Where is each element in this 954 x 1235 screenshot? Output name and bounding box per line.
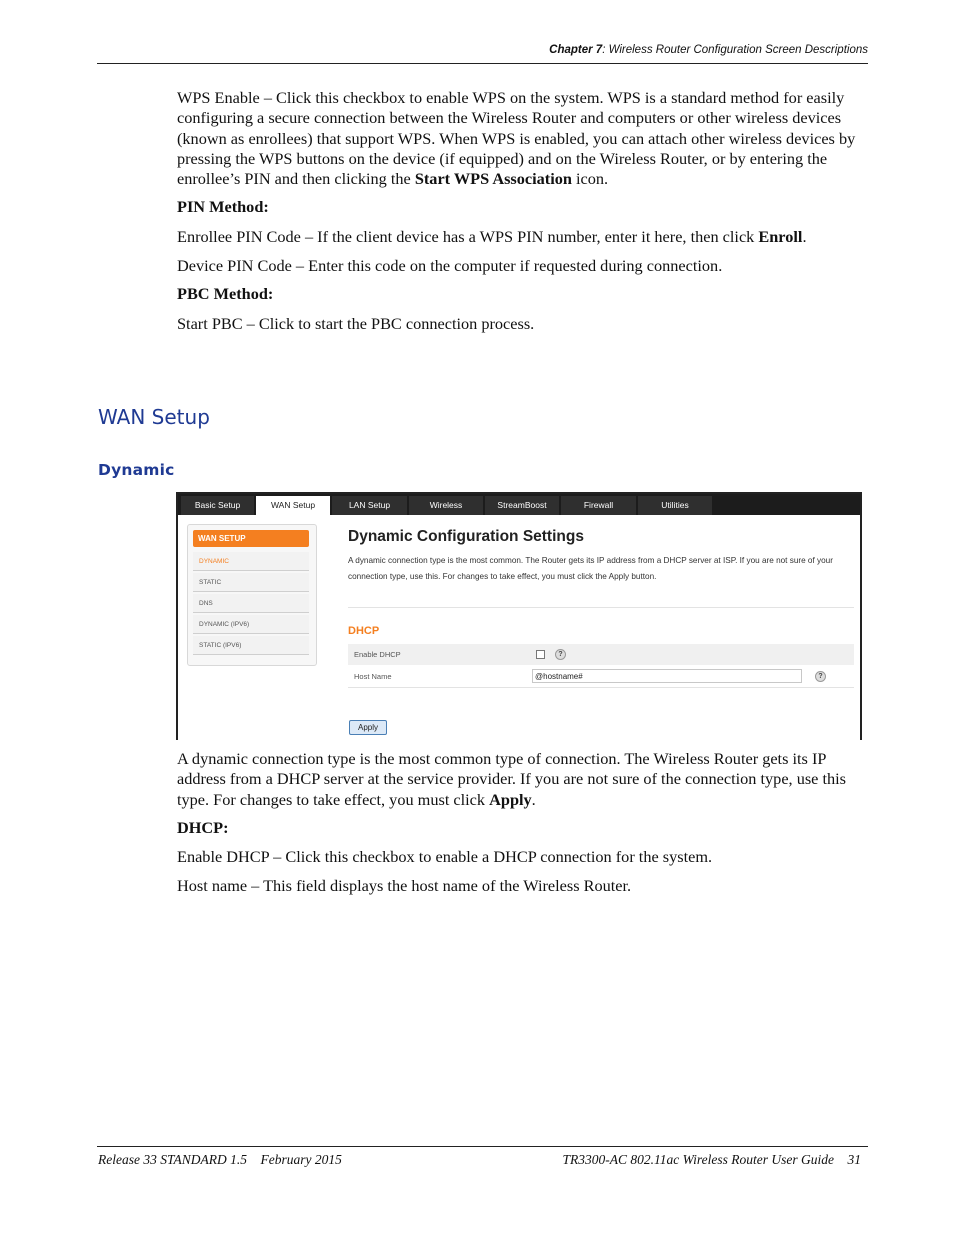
tab-streamboost[interactable]: StreamBoost (485, 496, 559, 515)
start-pbc-paragraph: Start PBC – Click to start the PBC connection process. (177, 313, 535, 333)
footer-left: Release 33 STANDARD 1.5 February 2015 (98, 1152, 342, 1167)
start-wps-bold: Start WPS Association (414, 169, 572, 189)
page-header (97, 44, 868, 64)
tab-basic-setup[interactable]: Basic Setup (181, 496, 254, 515)
host-name-paragraph: Host name – This field displays the host name of the Wireless Router. (177, 876, 632, 896)
enrollee-text: Enrollee PIN Code – If the client device has a WPS PIN number, enter it here, then click (177, 226, 759, 246)
enrollee-end: . (802, 226, 807, 246)
tab-utilities[interactable]: Utilities (638, 496, 712, 515)
tab-wan-setup[interactable]: WAN Setup (256, 496, 330, 515)
wps-enable-text: WPS Enable – Click this checkbox to enable WPS on the system. WPS is a standard method for easily configuring a secure connection between the Wireless Router and computers or other wireless devices (known as enrollees) that support WPS. When WPS is enabled, you can attach other wireless devices by pressing the WPS buttons on the device (if equipped) and on the Wireless Router, or by entering the enrollee’s PIN and then clicking the (177, 88, 856, 189)
sidebar-item-static-ipv6[interactable]: STATIC (IPV6) (193, 636, 309, 655)
enable-dhcp-checkbox[interactable] (536, 650, 545, 659)
subsection-heading: Dynamic (98, 461, 175, 479)
section-heading: WAN Setup (98, 405, 210, 429)
chapter-label: Chapter 7 (549, 44, 603, 56)
dhcp-section-title: DHCP (348, 625, 380, 637)
sidebar-item-dynamic-ipv6[interactable]: DYNAMIC (IPV6) (193, 615, 309, 634)
wps-enable-paragraph (177, 88, 867, 189)
enroll-bold: Enroll (758, 226, 803, 246)
dynamic-paragraph (177, 749, 867, 810)
help-icon[interactable]: ? (815, 671, 826, 682)
apply-bold: Apply (489, 789, 532, 809)
host-name-input[interactable]: @hostname# (532, 669, 802, 683)
tab-bar (178, 494, 860, 515)
content-description: A dynamic connection type is the most common. The Router gets its IP address from a DHCP server at ISP. If you are not sure of your connection type, use this. For changes to take effect, you must click the Apply button. (348, 556, 833, 581)
help-icon[interactable]: ? (555, 649, 566, 660)
footer-right: TR3300-AC 802.11ac Wireless Router User Guide 31 (562, 1152, 861, 1167)
router-screenshot (176, 492, 862, 740)
apply-button[interactable]: Apply (349, 720, 387, 735)
content-title: Dynamic Configuration Settings (348, 528, 584, 545)
dynamic-end: . (531, 789, 536, 809)
wan-sidebar (187, 524, 317, 666)
pbc-method-heading: PBC Method: (177, 284, 274, 304)
enable-dhcp-paragraph: Enable DHCP – Click this checkbox to enable a DHCP connection for the system. (177, 847, 713, 867)
tab-lan-setup[interactable]: LAN Setup (332, 496, 407, 515)
dynamic-text: A dynamic connection type is the most common type of connection. The Wireless Router gets its IP address from a DHCP server at the service provider. If you are not sure of the connection type, use this type. For changes to take effect, you must click (177, 749, 846, 809)
footer-divider (97, 1146, 868, 1147)
enrollee-paragraph (177, 227, 867, 247)
dynamic-description-section (177, 749, 867, 897)
sidebar-item-dns[interactable]: DNS (193, 594, 309, 613)
wps-section (177, 88, 867, 334)
enable-dhcp-row (348, 644, 854, 665)
host-name-label: Host Name (354, 672, 392, 681)
dhcp-heading: DHCP: (177, 817, 229, 837)
chapter-title: : Wireless Router Configuration Screen Descriptions (602, 44, 868, 56)
sidebar-header: WAN SETUP (193, 530, 309, 547)
sidebar-item-static[interactable]: STATIC (193, 573, 309, 592)
wps-enable-end: icon. (571, 169, 609, 189)
sidebar-item-dynamic[interactable]: DYNAMIC (193, 552, 309, 571)
pin-method-heading: PIN Method: (177, 197, 269, 217)
device-pin-paragraph: Device PIN Code – Enter this code on the computer if requested during connection. (177, 256, 723, 276)
host-name-row (348, 666, 854, 688)
divider (348, 607, 854, 608)
tab-wireless[interactable]: Wireless (409, 496, 483, 515)
tab-firewall[interactable]: Firewall (561, 496, 636, 515)
enable-dhcp-label: Enable DHCP (354, 650, 401, 659)
